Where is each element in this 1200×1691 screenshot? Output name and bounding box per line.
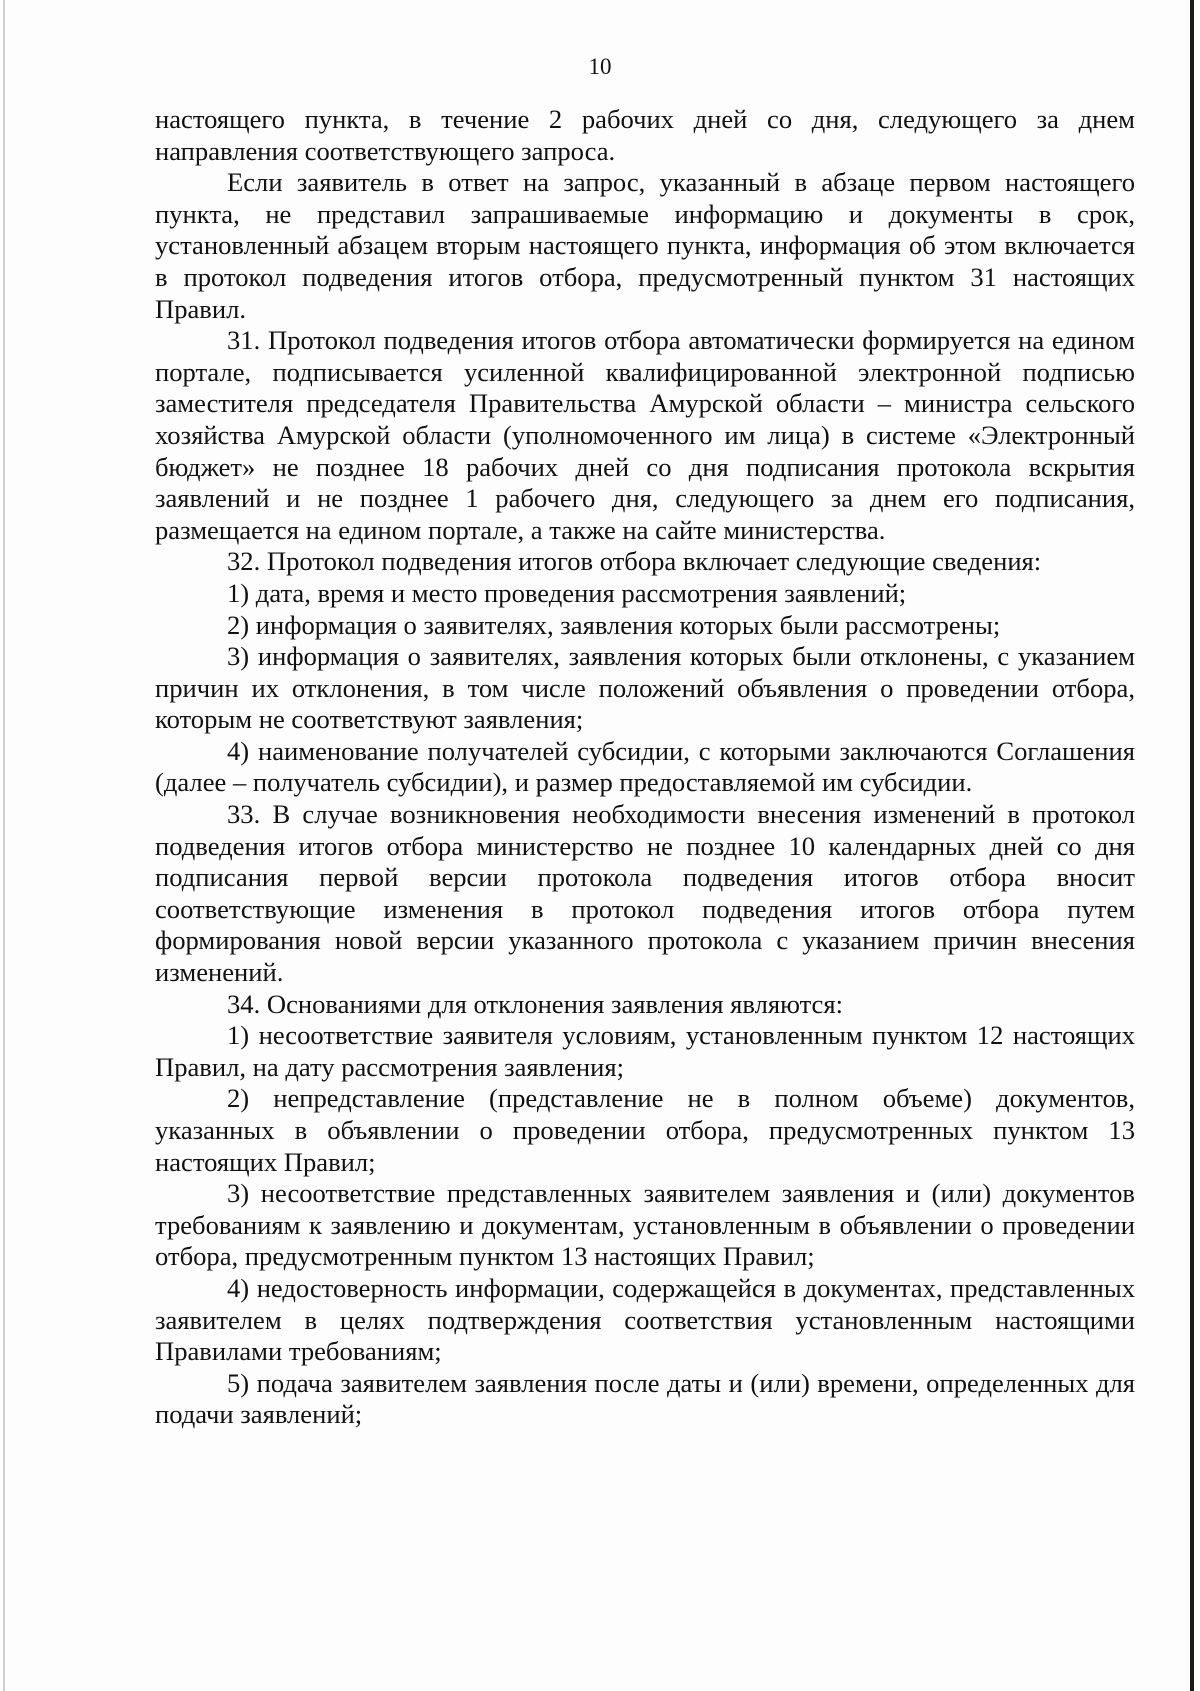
list-item: 2) непредставление (представление не в полном объеме) документов, указанных в объявлении о проведении отбора, предусмотренных пунктом 13 настоящих Правил; — [155, 1083, 1135, 1177]
list-item: 3) несоответствие представленных заявителем заявления и (или) документов требованиям к заявлению и документам, установленным в объявлении о проведении отбора, предусмотренным пунктом 13 настоящих Правил; — [155, 1178, 1135, 1272]
paragraph-item-33: 33. В случае возникновения необходимости внесения изменений в протокол подведения итогов отбора министерство не позднее 10 календарных дней со дня подписания первой версии протокола подведения итогов отбора вносит соответствующие изменения в протокол подведения итогов отбора путем формирования новой версии указанного протокола с указанием причин внесения изменений. — [155, 799, 1135, 988]
scan-left-edge — [3, 0, 5, 1691]
list-item: 3) информация о заявителях, заявления которых были отклонены, с указанием причин их отклонения, в том числе положений объявления о проведении отбора, которым не соответствуют заявления; — [155, 641, 1135, 735]
paragraph-item-32: 32. Протокол подведения итогов отбора включает следующие сведения: — [227, 546, 1042, 577]
paragraph-continuation: настоящего пункта, в течение 2 рабочих дней со дня, следующего за днем направления соответствующего запроса. — [155, 104, 1135, 166]
list-item: 1) дата, время и место проведения рассмотрения заявлений; — [227, 577, 907, 608]
list-item: 4) недостоверность информации, содержащейся в документах, представленных заявителем в целях подтверждения соответствия установленным настоящими Правилами требованиям; — [155, 1272, 1135, 1367]
list-item: 2) информация о заявителях, заявления которых были рассмотрены; — [227, 609, 1001, 640]
list-item: 4) наименование получателей субсидии, с которыми заключаются Соглашения (далее – получатель субсидии), и размер предоставляемой им субсидии. — [155, 735, 1135, 798]
scan-right-edge — [1190, 0, 1194, 1691]
document-body — [155, 104, 1135, 1431]
paragraph-item-34: 34. Основаниями для отклонения заявления являются: — [227, 988, 843, 1019]
list-item: 1) несоответствие заявителя условиям, установленным пунктом 12 настоящих Правил, на дату рассмотрения заявления; — [155, 1020, 1135, 1082]
paragraph: Если заявитель в ответ на запрос, указанный в абзаце первом настоящего пункта, не представил запрашиваемые информацию и документы в срок, установленный абзацем вторым настоящего пункта, информация об этом включается в протокол подведения итогов отбора, предусмотренный пунктом 31 настоящих Правил. — [155, 167, 1135, 324]
paragraph-item-31: 31. Протокол подведения итогов отбора автоматически формируется на едином портале, подписывается усиленной квалифицированной электронной подписью заместителя председателя Правительства Амурской области – министра сельского хозяйства Амурской области (уполномоченного им лица) в системе «Электронный бюджет» не позднее 18 рабочих дней со дня подписания протокола вскрытия заявлений и не позднее 1 рабочего дня, следующего за днем его подписания, размещается на едином портале, а также на сайте министерства. — [155, 325, 1135, 545]
list-item: 5) подача заявителем заявления после даты и (или) времени, определенных для подачи заявлений; — [155, 1367, 1135, 1430]
page-number: 10 — [588, 54, 612, 79]
